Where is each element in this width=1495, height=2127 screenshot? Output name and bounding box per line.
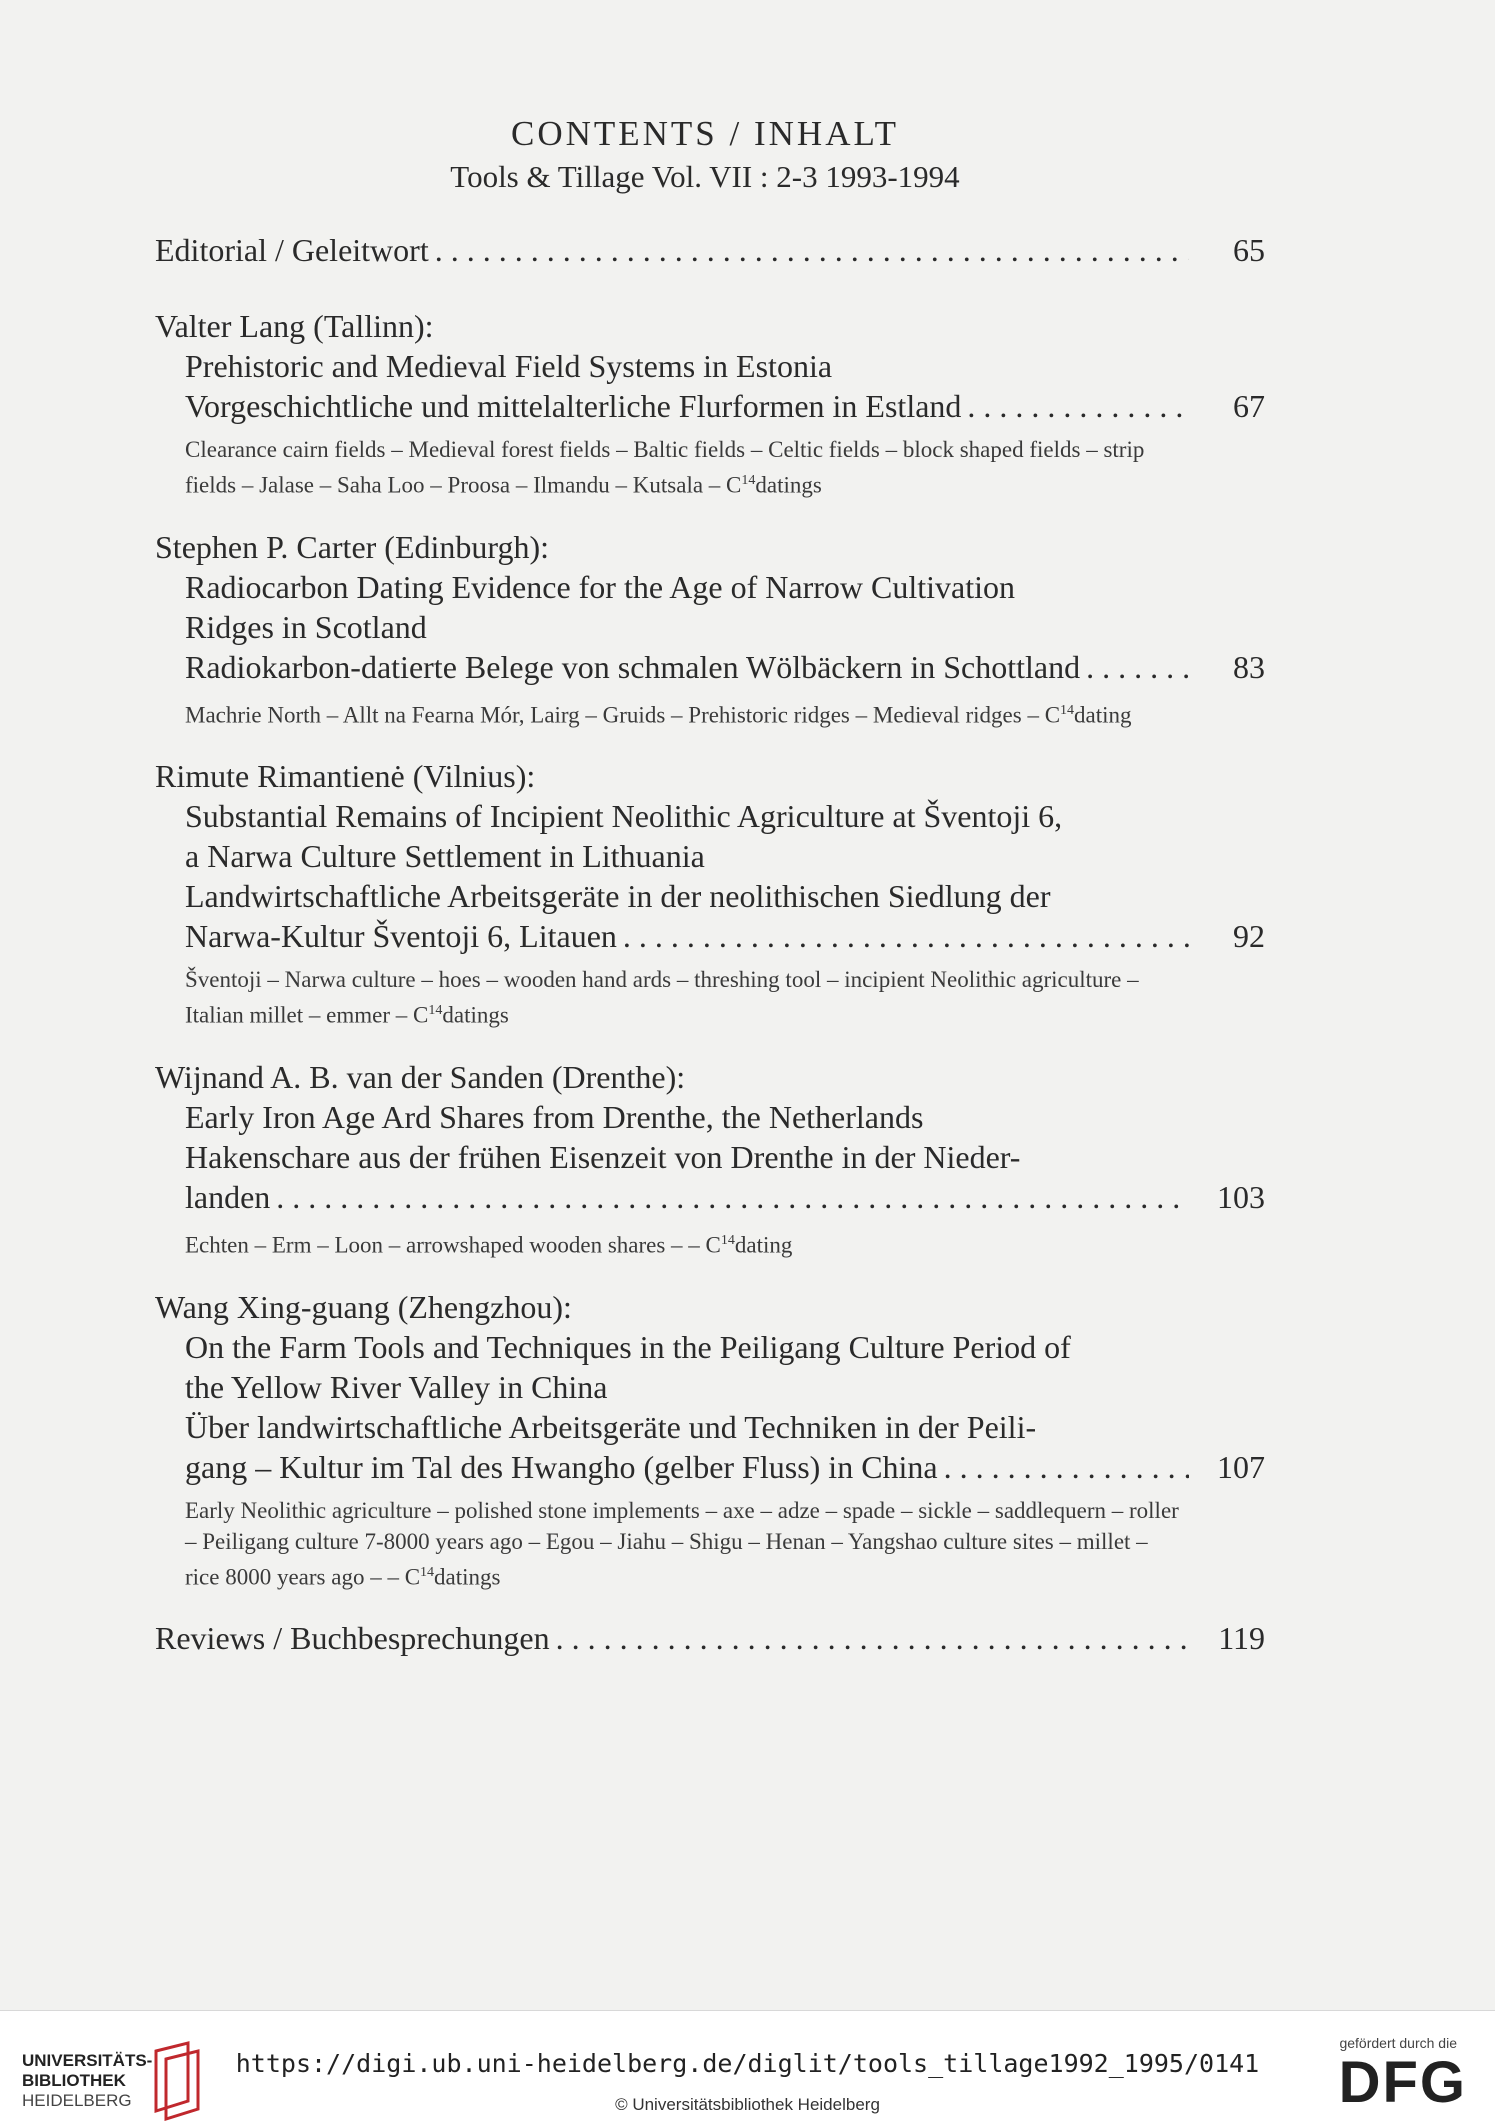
entry-author: Stephen P. Carter (Edinburgh): (155, 528, 550, 565)
entry-title-line-with-page (185, 386, 1265, 426)
keywords-tail: datings (434, 1564, 501, 1590)
entry-title-line (185, 1367, 1265, 1407)
entry-title-line-with-page (185, 647, 1265, 687)
page-title: CONTENTS / INHALT (510, 114, 900, 153)
entry-title-text: gang – Kultur im Tal des Hwangho (gelber Fluss) in China (185, 1448, 938, 1485)
toc-entry-article[interactable] (155, 1057, 1265, 1261)
keywords-superscript: 14 (1060, 702, 1075, 718)
page-number: 67 (1233, 388, 1265, 424)
entry-keywords (185, 1225, 1185, 1261)
entry-title-text: Hakenschare aus der frühen Eisenzeit von Drenthe in der Nieder- (185, 1138, 1021, 1175)
entry-title-text: Prehistoric and Medieval Field Systems in Estonia (185, 348, 833, 384)
leader-dots (623, 916, 1189, 956)
entry-author: Wijnand A. B. van der Sanden (Drenthe): (155, 1058, 686, 1095)
dfg-logo[interactable]: DFG (1338, 2050, 1467, 2115)
viewer-footer (0, 2010, 1495, 2127)
library-name-line1: UNIVERSITÄTS- (22, 2051, 153, 2070)
keywords-superscript: 14 (741, 473, 756, 488)
table-of-contents (155, 230, 1265, 1694)
entry-title-line-with-page (185, 1177, 1265, 1217)
toc-entry-reviews[interactable] (155, 1618, 1265, 1658)
entry-title-line (185, 796, 1265, 836)
toc-entries (155, 306, 1265, 1592)
entry-title: Editorial / Geleitwort (155, 232, 429, 268)
entry-title-text: On the Farm Tools and Techniques in the Peiligang Culture Period of (185, 1328, 1071, 1365)
keywords-text: Šventoji – Narwa culture – hoes – wooden hand ards – threshing tool – incipient Neolithic agriculture – Italian millet – emmer – C (185, 967, 1139, 1028)
page-number: 92 (1233, 918, 1265, 955)
entry-keywords (185, 964, 1185, 1031)
entry-title-line (185, 346, 1265, 386)
leader-dots (1086, 647, 1189, 687)
keywords-tail: dating (734, 1232, 793, 1258)
permalink-url[interactable]: https://digi.ub.uni-heidelberg.de/diglit/tools_tillage1992_1995/0141 (235, 2049, 1260, 2078)
leader-dots (967, 386, 1189, 426)
entry-title-line-with-page (185, 1447, 1265, 1487)
entry-title-line (185, 1137, 1265, 1177)
toc-entry-article[interactable] (155, 1287, 1265, 1593)
keywords-superscript: 14 (420, 1564, 435, 1580)
library-name-line2: BIBLIOTHEK (22, 2071, 126, 2090)
toc-entry-article[interactable] (155, 306, 1265, 501)
keywords-tail: dating (1074, 702, 1132, 728)
keywords-text: Echten – Erm – Loon – arrowshaped wooden shares – – C (185, 1232, 721, 1258)
entry-title-line-with-page (185, 916, 1265, 956)
entry-title-line (185, 876, 1265, 916)
keywords-text: Machrie North – Allt na Fearna Mór, Lairg – Gruids – Prehistoric ridges – Medieval ridges – C (185, 702, 1061, 728)
entry-author: Valter Lang (Tallinn): (155, 308, 434, 344)
page-number: 83 (1233, 648, 1265, 685)
sponsor-label: gefördert durch die (1339, 2035, 1457, 2051)
page-number: 107 (1217, 1448, 1265, 1485)
page-header (0, 112, 1410, 198)
entry-title-line (185, 1327, 1265, 1367)
page-number: 119 (1218, 1620, 1265, 1657)
page-number: 103 (1217, 1178, 1265, 1215)
entry-title-line (185, 567, 1265, 607)
library-name-line3: HEIDELBERG (22, 2091, 132, 2110)
entry-author: Wang Xing-guang (Zhengzhou): (155, 1288, 572, 1325)
entry-title-text: Über landwirtschaftliche Arbeitsgeräte und Techniken in der Peili- (185, 1408, 1037, 1445)
page-number: 65 (1233, 232, 1265, 268)
entry-title: Reviews / Buchbesprechungen (155, 1620, 550, 1657)
entry-title-text: Vorgeschichtliche und mittelalterliche Flurformen in Estland (185, 388, 962, 424)
entry-title-line (185, 836, 1265, 876)
leader-dots (435, 230, 1189, 270)
toc-entry-article[interactable] (155, 756, 1265, 1031)
entry-title-text: Early Iron Age Ard Shares from Drenthe, the Netherlands (185, 1098, 924, 1135)
entry-title-text: Radiocarbon Dating Evidence for the Age of Narrow Cultivation (185, 568, 1015, 605)
toc-entry-editorial[interactable] (155, 230, 1265, 270)
keywords-text: Clearance cairn fields – Medieval forest fields – Baltic fields – Celtic fields – block shaped fields – strip fields – Jalase – Saha Loo – Proosa – Ilmandu – Kutsala – C (185, 437, 1145, 498)
entry-title-line (185, 1097, 1265, 1137)
keywords-tail: datings (755, 472, 822, 498)
entry-title-line (185, 607, 1265, 647)
entry-title-text: Landwirtschaftliche Arbeitsgeräte in der neolithischen Siedlung der (185, 878, 1051, 915)
keywords-superscript: 14 (428, 1003, 443, 1019)
keywords-superscript: 14 (720, 1232, 735, 1248)
keywords-text: Early Neolithic agriculture – polished stone implements – axe – adze – spade – sickle – saddlequern – roller – Peiligang culture 7-8000 years ago – Egou – Jiahu – Shigu – Henan – Yangshao culture sites – millet – rice 8000 years ago – – C (185, 1497, 1179, 1590)
entry-title-text: a Narwa Culture Settlement in Lithuania (185, 838, 705, 875)
entry-keywords (185, 1495, 1185, 1593)
entry-author: Rimute Rimantienė (Vilnius): (155, 758, 536, 795)
keywords-tail: datings (442, 1002, 509, 1028)
entry-title-text: Narwa-Kultur Šventoji 6, Litauen (185, 918, 617, 955)
copyright-notice: © Universitätsbibliothek Heidelberg (615, 2095, 880, 2114)
leader-dots (276, 1177, 1189, 1217)
entry-title-text: Ridges in Scotland (185, 608, 427, 645)
volume-subtitle: Tools & Tillage Vol. VII : 2-3 1993-1994 (450, 159, 960, 194)
leader-dots (944, 1447, 1189, 1487)
entry-title-text: the Yellow River Valley in China (185, 1368, 608, 1405)
entry-title-text: Radiokarbon-datierte Belege von schmalen Wölbäckern in Schottland (185, 648, 1081, 685)
entry-title-text: landen (185, 1178, 271, 1215)
toc-entry-article[interactable] (155, 527, 1265, 731)
entry-title-line (185, 1407, 1265, 1447)
leader-dots (556, 1618, 1189, 1658)
entry-keywords (185, 695, 1185, 731)
entry-title-text: Substantial Remains of Incipient Neolithic Agriculture at Šventoji 6, (185, 798, 1063, 835)
entry-keywords (185, 434, 1185, 501)
